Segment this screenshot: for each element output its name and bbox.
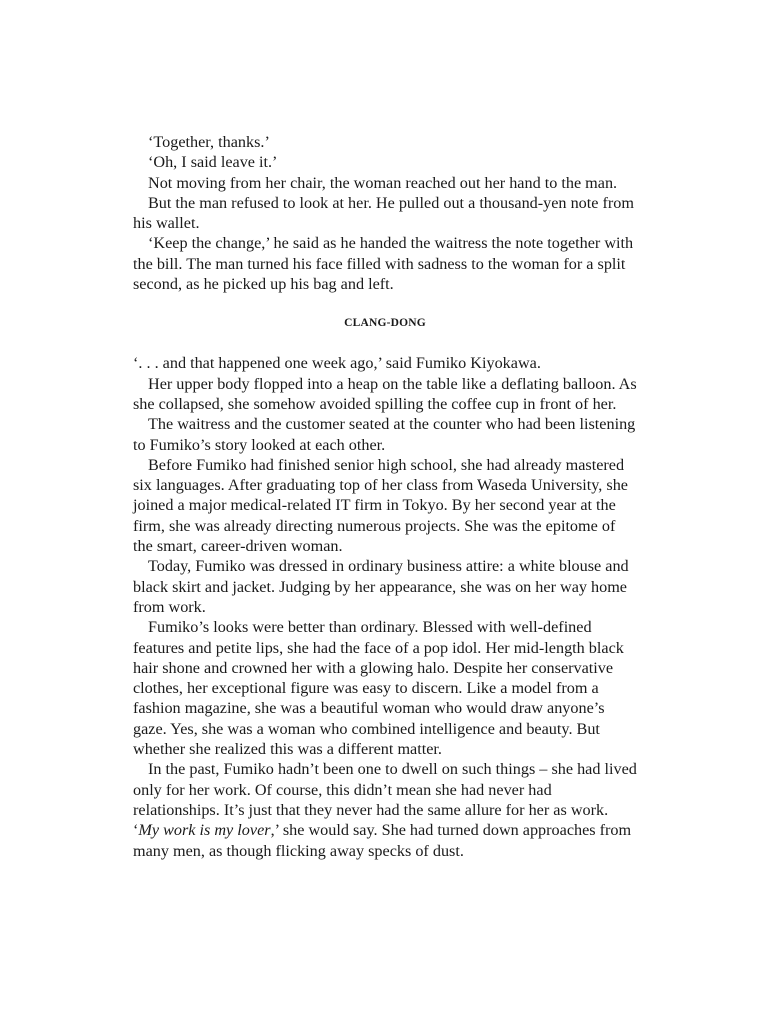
paragraph-4: But the man refused to look at her. He pulled out a thousand-yen note from his wallet.	[133, 193, 634, 233]
section-heading: CLANG-DONG	[344, 317, 426, 330]
paragraph-7: Her upper body flopped into a heap on the table like a deflating balloon. As she collapsed, she somehow avoided spilling the coffee cup in front of her.	[133, 374, 637, 413]
paragraph-8: The waitress and the customer seated at the counter who had been listening to Fumiko’s story looked at each other.	[133, 415, 636, 454]
paragraph-5: ‘Keep the change,’ he said as he handed the waitress the note together with the bill. The man turned his face filled with sadness to the woman for a split second, as he picked up his bag and left.	[133, 234, 634, 294]
paragraph-12: In the past, Fumiko hadn’t been one to dwell on such things – she had lived only for her work. Of course, this didn’t mean she had never had relationships. It’s just that they never had the same allure for her as work.	[133, 760, 637, 819]
paragraph-11: Fumiko’s looks were better than ordinary. Blessed with well-defined features and petite lips, she had the face of a pop idol. Her mid-length black hair shone and crowned her with a glowing halo. Despite her conservative clothes, her exceptional figure was easy to discern. Like a model from a fashion magazine, she was a beautiful woman who would draw anyone’s gaze. Yes, she was a woman who combined intelligence and beauty. But whether she realized this was a different matter.	[133, 618, 624, 759]
paragraph-6: ‘. . . and that happened one week ago,’ said Fumiko Kiyokawa.	[133, 354, 541, 373]
paragraph-13	[133, 820, 637, 861]
open-quote: ‘	[133, 821, 139, 840]
paragraph-3: Not moving from her chair, the woman reached out her hand to the man.	[148, 173, 618, 192]
paragraph-10: Today, Fumiko was dressed in ordinary business attire: a white blouse and black skirt and jacket. Judging by her appearance, she was on her way home from work.	[133, 557, 629, 616]
book-page	[133, 132, 637, 861]
italic-quote: My work is my lover	[138, 821, 271, 840]
paragraph-9: Before Fumiko had finished senior high school, she had already mastered six languages. After graduating top of her class from Waseda University, she joined a major medical-related IT firm in Tokyo. By her second year at the firm, she was already directing numerous projects. She was the epitome of the smart, career-driven woman.	[133, 455, 628, 556]
paragraph-1: ‘Together, thanks.’	[148, 133, 270, 151]
paragraph-2: ‘Oh, I said leave it.’	[148, 153, 278, 172]
paragraph-13-rest: ,’ she would say. She had turned down approaches from many men, as though flicking away specks of dust.	[133, 821, 632, 860]
